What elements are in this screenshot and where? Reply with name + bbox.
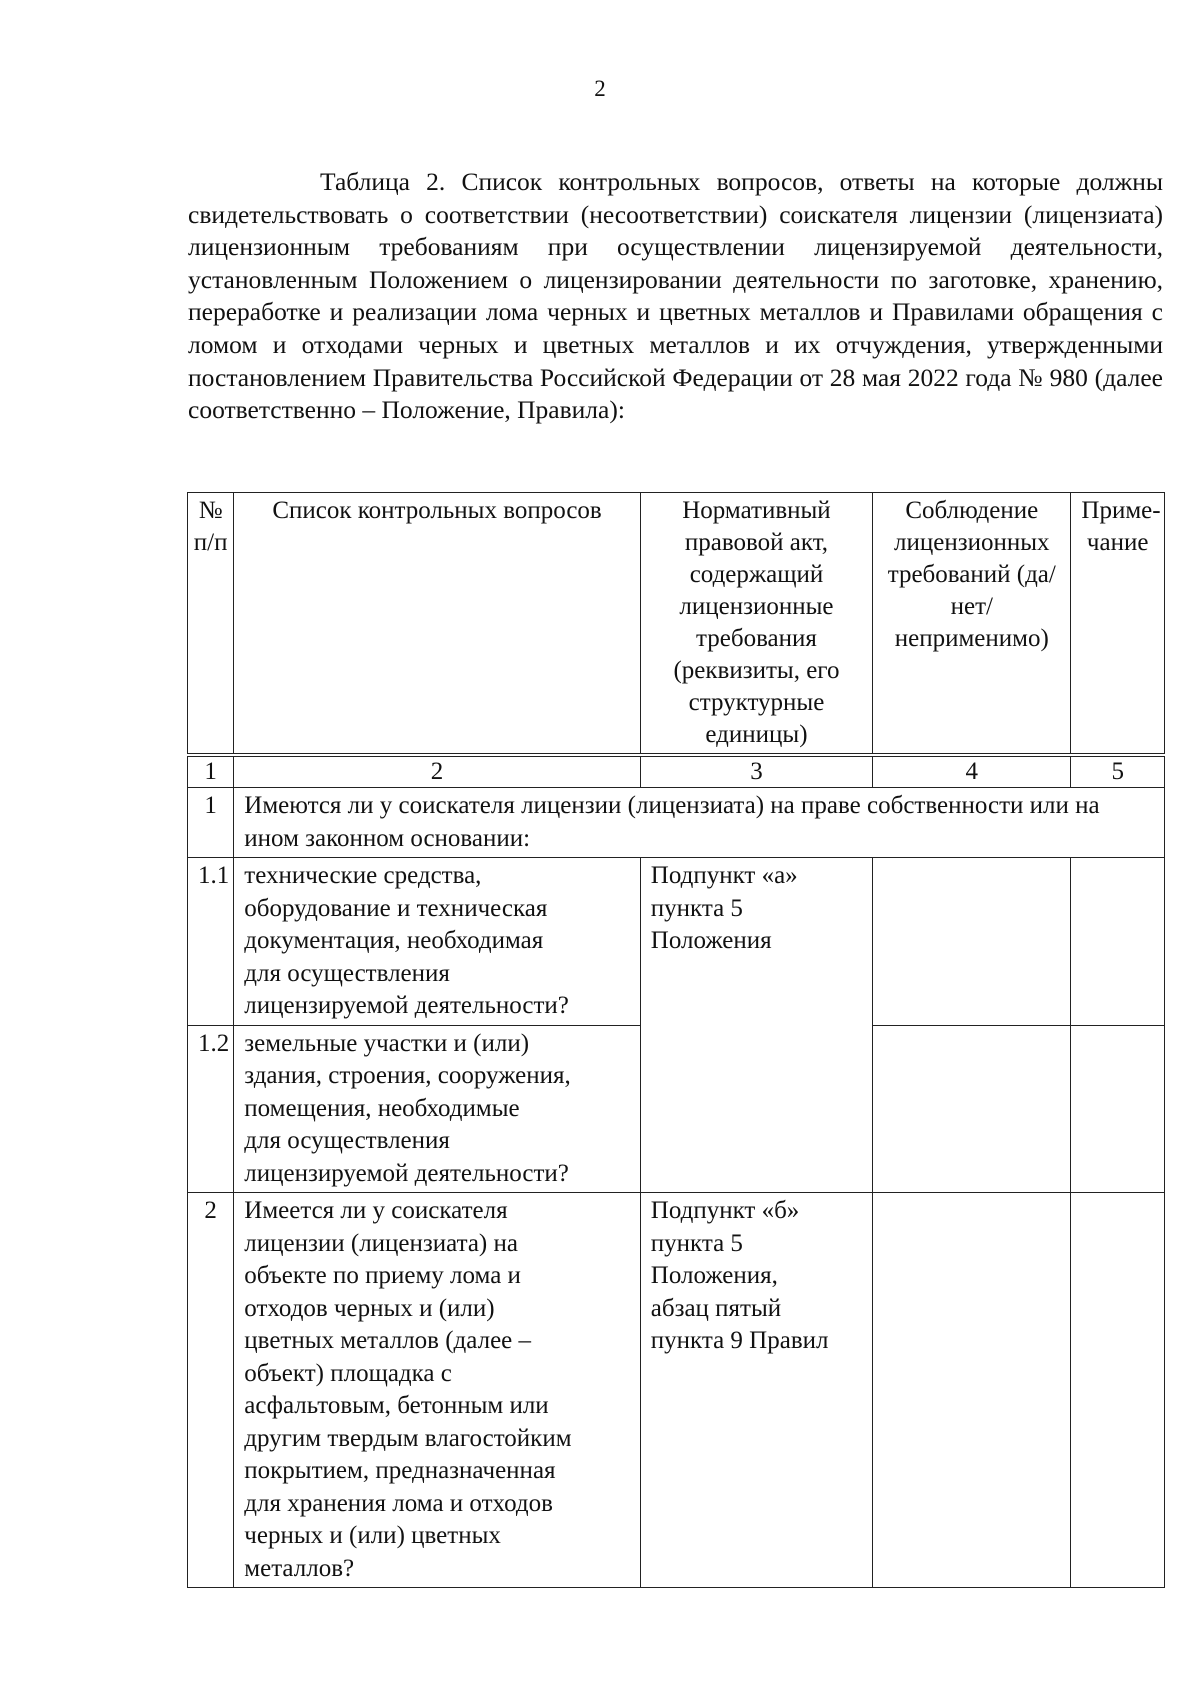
section-number: 1 <box>188 788 234 858</box>
table-header-row <box>188 493 1165 756</box>
header-compliance: Соблюдение лицензионных требований (да/нет/ неприменимо) <box>873 493 1071 756</box>
column-number: 1 <box>188 755 234 788</box>
row-compliance-cell <box>873 858 1071 1026</box>
checklist-table <box>187 492 1165 1588</box>
row-note-cell <box>1071 1193 1165 1588</box>
header-no: № п/п <box>188 493 234 756</box>
section-row <box>188 788 1165 858</box>
row-number: 2 <box>188 1193 234 1588</box>
row-number: 1.1 <box>188 858 234 1026</box>
row-note-cell <box>1071 1025 1165 1193</box>
row-compliance-cell <box>873 1025 1071 1193</box>
table-row <box>188 858 1165 1026</box>
row-number: 1.2 <box>188 1025 234 1193</box>
row-question: технические средства, оборудование и техническая документация, необходимая для осуществления лицензируемой деятельности? <box>234 858 640 1026</box>
column-number: 4 <box>873 755 1071 788</box>
table-caption: Таблица 2. Список контрольных вопросов, ответы на которые должны свидетельствовать о соответствии (несоответствии) соискателя лицензии (лицензиата) лицензионным требованиям при осуществлении лицензируемой деятельности, установленным Положением о лицензировании деятельности по заготовке, хранению, переработке и реализации лома черных и цветных металлов и Правилами обращения с ломом и отходами черных и цветных металлов и их отчуждения, утвержденными постановлением Правительства Российской Федерации от 28 мая 2022 года № 980 (далее соответственно – Положение, Правила): <box>188 167 1163 425</box>
column-number: 2 <box>234 755 640 788</box>
row-question: Имеется ли у соискателя лицензии (лицензиата) на объекте по приему лома и отходов черных и (или) цветных металлов (далее – объект) площадка с асфальтовым, бетонным или другим твердым влагостойким покрытием, предназначенная для хранения лома и отходов черных и (или) цветных металлов? <box>234 1193 640 1588</box>
row-compliance-cell <box>873 1193 1071 1588</box>
column-number: 3 <box>640 755 872 788</box>
row-legal-act: Подпункт «б» пункта 5 Положения, абзац пятый пункта 9 Правил <box>640 1193 872 1588</box>
header-questions: Список контрольных вопросов <box>234 493 640 756</box>
row-legal-act: Подпункт «а» пункта 5 Положения <box>640 858 872 1193</box>
table-row <box>188 1193 1165 1588</box>
section-text: Имеются ли у соискателя лицензии (лицензиата) на праве собственности или на ином законном основании: <box>234 788 1165 858</box>
column-number-row <box>188 755 1165 788</box>
page-number: 2 <box>594 76 606 101</box>
column-number: 5 <box>1071 755 1165 788</box>
header-act: Нормативный правовой акт, содержащий лицензионные требования (реквизиты, его структурные единицы) <box>640 493 872 756</box>
row-note-cell <box>1071 858 1165 1026</box>
header-note: Приме-чание <box>1071 493 1165 756</box>
row-question: земельные участки и (или) здания, строения, сооружения, помещения, необходимые для осуществления лицензируемой деятельности? <box>234 1025 640 1193</box>
